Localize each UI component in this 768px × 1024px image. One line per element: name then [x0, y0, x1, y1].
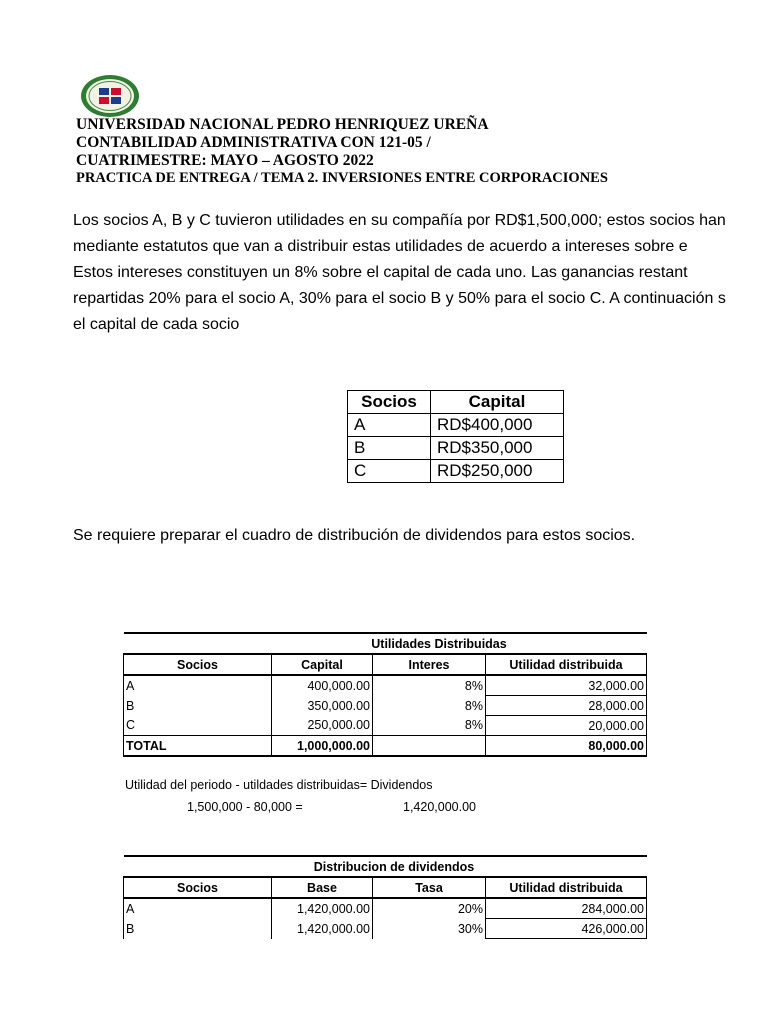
- column-header: Tasa: [373, 877, 486, 898]
- table-cell: B: [348, 437, 431, 460]
- table-cell: A: [124, 898, 272, 919]
- header-assignment: PRACTICA DE ENTREGA / TEMA 2. INVERSIONES ENTRE CORPORACIONES: [76, 170, 608, 186]
- intro-paragraph: [73, 208, 768, 338]
- requirement-text: Se requiere preparar el cuadro de distribución de dividendos para estos socios.: [73, 527, 636, 544]
- table-cell: 1,000,000.00: [272, 736, 373, 757]
- table-cell: 30%: [373, 919, 486, 939]
- table-row: [348, 414, 564, 437]
- intro-line: repartidas 20% para el socio A, 30% para el socio B y 50% para el socio C. A continuación s: [73, 290, 726, 307]
- table-cell: B: [124, 919, 272, 939]
- table-title-row: [124, 633, 647, 654]
- capital-table: [347, 390, 564, 483]
- table-cell: RD$400,000: [431, 414, 564, 437]
- column-header: Base: [272, 877, 373, 898]
- table-cell: 8%: [373, 696, 486, 716]
- table-cell: 8%: [373, 675, 486, 696]
- table-cell: 28,000.00: [486, 696, 647, 716]
- table-cell: [373, 736, 486, 757]
- header-term: CUATRIMESTRE: MAYO – AGOSTO 2022: [76, 152, 374, 169]
- table-row: [124, 716, 647, 736]
- table-cell: RD$250,000: [431, 460, 564, 483]
- column-header: Utilidad distribuida: [486, 654, 647, 675]
- table-row: [124, 675, 647, 696]
- table-cell: 1,420,000.00: [272, 898, 373, 919]
- table-row: [348, 460, 564, 483]
- intro-line: Los socios A, B y C tuvieron utilidades en su compañía por RD$1,500,000; estos socios han: [73, 212, 726, 229]
- dividendos-table: [123, 855, 647, 939]
- table-row: [124, 898, 647, 919]
- table-cell: A: [348, 414, 431, 437]
- header-university: UNIVERSIDAD NACIONAL PEDRO HENRIQUEZ UREÑA: [76, 116, 489, 133]
- table-row: [348, 437, 564, 460]
- column-header: Utilidad distribuida: [486, 877, 647, 898]
- column-header: Socios: [348, 391, 431, 414]
- table-cell: B: [124, 696, 272, 716]
- table-title: Utilidades Distribuidas: [124, 633, 647, 654]
- header-course: CONTABILIDAD ADMINISTRATIVA CON 121-05 /: [76, 134, 431, 151]
- formula-expression: 1,500,000 - 80,000 =: [187, 800, 303, 814]
- table-title-row: [124, 856, 647, 877]
- table-title: Distribucion de dividendos: [124, 856, 647, 877]
- university-logo: [80, 74, 140, 118]
- table-cell: C: [124, 716, 272, 736]
- intro-line: Estos intereses constituyen un 8% sobre el capital de cada uno. Las ganancias restant: [73, 264, 688, 281]
- intro-line: mediante estatutos que van a distribuir estas utilidades de acuerdo a intereses sobre e: [73, 238, 688, 255]
- table-cell: C: [348, 460, 431, 483]
- table-total-row: [124, 736, 647, 757]
- table-header-row: [348, 391, 564, 414]
- table-cell: RD$350,000: [431, 437, 564, 460]
- table-cell: 284,000.00: [486, 898, 647, 919]
- table-cell: 20,000.00: [486, 716, 647, 736]
- column-header: Socios: [124, 654, 272, 675]
- table-cell: 350,000.00: [272, 696, 373, 716]
- column-header: Interes: [373, 654, 486, 675]
- table-cell: A: [124, 675, 272, 696]
- table-row: [124, 919, 647, 939]
- column-header: Capital: [272, 654, 373, 675]
- table-row: [124, 696, 647, 716]
- table-cell: 32,000.00: [486, 675, 647, 696]
- table-header-row: [124, 654, 647, 675]
- table-cell: 250,000.00: [272, 716, 373, 736]
- formula-label: Utilidad del periodo - utildades distribuidas= Dividendos: [125, 778, 433, 792]
- table-cell: 426,000.00: [486, 919, 647, 939]
- column-header: Socios: [124, 877, 272, 898]
- table-cell: 400,000.00: [272, 675, 373, 696]
- table-cell: 20%: [373, 898, 486, 919]
- table-cell: 1,420,000.00: [272, 919, 373, 939]
- table-cell: 80,000.00: [486, 736, 647, 757]
- table-cell: 8%: [373, 716, 486, 736]
- utilidades-table: [123, 632, 647, 757]
- column-header: Capital: [431, 391, 564, 414]
- table-cell: TOTAL: [124, 736, 272, 757]
- table-header-row: [124, 877, 647, 898]
- intro-line: el capital de cada socio: [73, 316, 240, 333]
- formula-result: 1,420,000.00: [403, 800, 476, 814]
